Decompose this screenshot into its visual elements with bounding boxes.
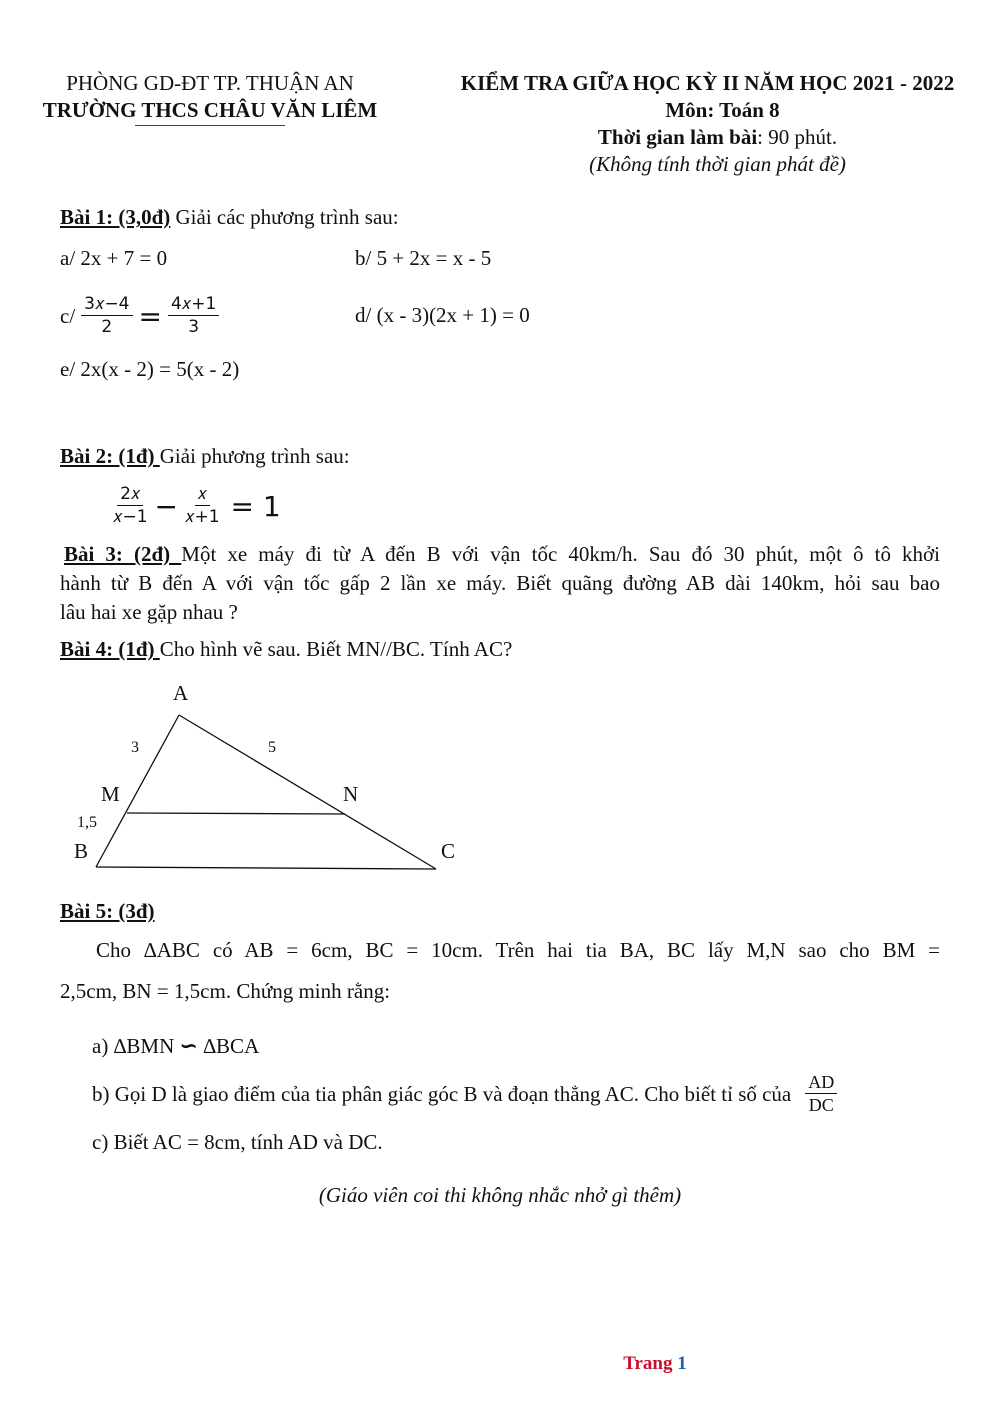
length-am: 3 (131, 739, 139, 756)
bai5-intro-line2: 2,5cm, BN = 1,5cm. Chứng minh rằng: (60, 979, 391, 1003)
bai1-d: d/ (x - 3)(2x + 1) = 0 (355, 303, 530, 327)
school-name: TRƯỜNG THCS CHÂU VĂN LIÊM (42, 98, 378, 122)
label-b: B (74, 839, 89, 863)
page-number: 1 (677, 1353, 687, 1374)
bai2-fraction-2: $\frac{\text{𝑥}}{\text{𝑥+1}}$ (185, 483, 220, 528)
length-mb: 1,5 (77, 814, 97, 831)
bai1-heading: Bài 1: (3,0đ) Giải các phương trình sau: (60, 205, 399, 229)
bai3-line1: Bài 3: (2đ) Một xe máy đi từ A đến B với vận tốc 40km/h. Sau đó 30 phút, một ô tô khởi (64, 542, 940, 566)
header-right (420, 70, 995, 178)
side-ac (179, 715, 436, 869)
header-left (20, 70, 400, 126)
bai1-a: a/ 2x + 7 = 0 (60, 246, 168, 270)
c-right-fraction: $\frac{\text{4𝑥+1}}{3}$ (168, 294, 219, 338)
closing-note: (Giáo viên coi thi không nhắc nhở gì thêm) (318, 1183, 682, 1207)
label-a: A (173, 681, 189, 705)
c-left-fraction: $\frac{\text{3𝑥−4}}{2}$ (81, 294, 132, 338)
label-m: M (101, 782, 120, 806)
exam-title: KIỂM TRA GIỮA HỌC KỲ II NĂM HỌC 2021 - 2022 (460, 71, 955, 95)
bai5-heading: Bài 5: (3đ) (60, 899, 155, 923)
bai5-c: c) Biết AC = 8cm, tính AD và DC. (92, 1130, 383, 1154)
bai3-line3: lâu hai xe gặp nhau ? (60, 600, 238, 624)
side-bc (96, 867, 436, 869)
ratio-ad-dc: $\frac{AD}{DC}$ (805, 1071, 837, 1118)
time-note: (Không tính thời gian phát đề) (589, 152, 846, 176)
exam-time: Thời gian làm bài: 90 phút. (597, 125, 838, 149)
page-footer: Trang 1 (623, 1353, 687, 1374)
subject: Môn: Toán 8 (665, 98, 780, 122)
label-n: N (343, 782, 359, 806)
bai5-b: b) Gọi D là giao điểm của tia phân giác góc B và đoạn thẳng AC. Cho biết tỉ số của $\frac{AD}{DC}$ (92, 1066, 837, 1122)
bai3-line2: hành từ B đến A với vận tốc gấp 2 lần xe máy. Biết quãng đường AB dài 140km, hỏi sau bao (60, 571, 940, 595)
triangle-figure (60, 675, 480, 885)
bai1-e: e/ 2x(x - 2) = 5(x - 2) (60, 357, 240, 381)
bai1-c: c/ $\frac{\text{3𝑥−4}}{2}$ = $\frac{\text{4𝑥+1}}{3}$ (60, 286, 219, 346)
similar-symbol: ∽ (179, 1034, 198, 1059)
bai5-intro-line1: Cho ∆ABC có AB = 6cm, BC = 10cm. Trên hai tia BA, BC lấy M,N sao cho BM = (96, 938, 940, 962)
bai2-heading: Bài 2: (1đ) Giải phương trình sau: (60, 444, 350, 468)
segment-mn (127, 813, 345, 814)
bai1-b: b/ 5 + 2x = x - 5 (355, 246, 492, 270)
school-underline (135, 125, 285, 126)
bai2-fraction-1: $\frac{\text{2𝑥}}{\text{𝑥−1}}$ (113, 483, 148, 528)
bai4-heading: Bài 4: (1đ) Cho hình vẽ sau. Biết MN//BC. Tính AC? (60, 637, 513, 661)
bai5-a: a) ∆BMN ∽ ∆BCA (92, 1034, 260, 1059)
length-an: 5 (268, 739, 276, 756)
label-c: C (441, 839, 456, 863)
dept-name: PHÒNG GD-ĐT TP. THUẬN AN (66, 71, 354, 95)
bai2-equation: $\frac{\text{2𝑥}}{\text{𝑥−1}}$ − $\frac{\text{𝑥}}{\text{𝑥+1}}$ = 1 (110, 475, 281, 537)
